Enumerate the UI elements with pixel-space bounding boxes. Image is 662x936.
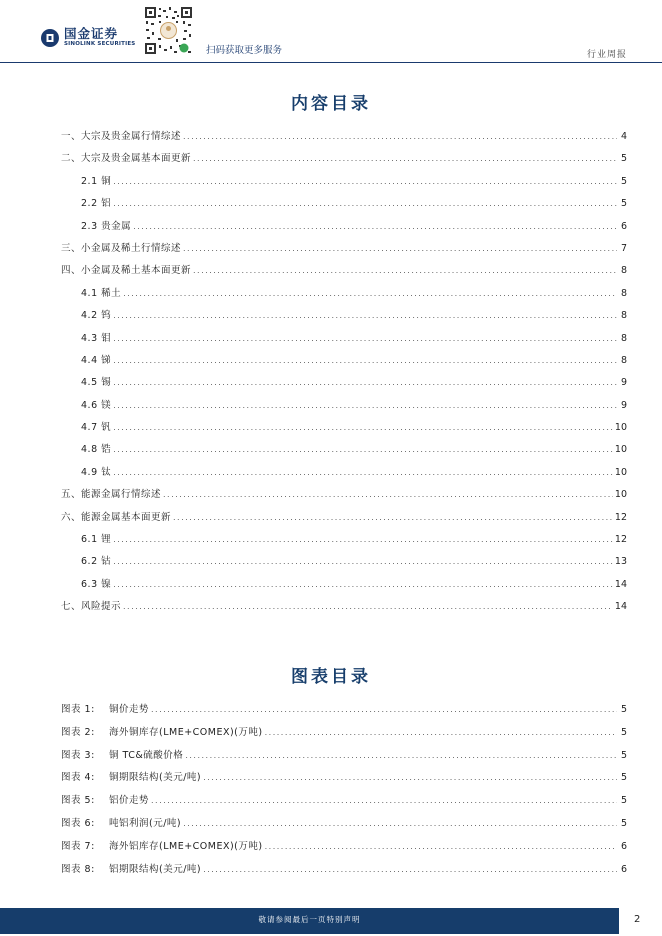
figure-label: 铜 TC&硫酸价格 (109, 749, 184, 761)
leader-dots (265, 842, 617, 851)
leader-dots (113, 580, 613, 589)
figure-number: 图表 8: (61, 863, 95, 875)
figure-number: 图表 2: (61, 726, 95, 738)
qr-code-icon[interactable] (143, 5, 194, 56)
figure-entry[interactable] (61, 747, 627, 770)
toc-entry-page: 8 (620, 332, 627, 344)
figure-page: 5 (620, 817, 627, 829)
leader-dots (185, 751, 617, 760)
figure-label: 铝期限结构(美元/吨) (109, 863, 202, 875)
toc-entry[interactable] (61, 262, 627, 284)
toc-subentry[interactable] (61, 374, 627, 396)
toc-entry-label: 六、能源金属基本面更新 (61, 511, 172, 523)
toc-entry-page: 10 (614, 466, 627, 478)
toc-entry-page: 10 (614, 422, 627, 434)
leader-dots (113, 423, 613, 432)
toc-subentry[interactable] (61, 330, 627, 352)
leader-dots (133, 222, 617, 231)
toc-entry-page: 8 (620, 310, 627, 322)
footer-disclaimer: 敬请参阅最后一页特别声明 (258, 915, 361, 924)
toc-entry-label: 4.8 锆 (81, 444, 112, 456)
leader-dots (151, 705, 617, 714)
figure-page: 5 (620, 726, 627, 738)
leader-dots (113, 356, 617, 365)
figure-label: 海外铝库存(LME+COMEX)(万吨) (109, 840, 263, 852)
leader-dots (151, 796, 617, 805)
leader-dots (183, 819, 617, 828)
toc-entry-label: 6.3 镍 (81, 578, 112, 590)
figure-entry[interactable] (61, 861, 627, 884)
toc-subentry[interactable] (61, 218, 627, 240)
toc-entry[interactable] (61, 509, 627, 531)
figure-number: 图表 4: (61, 772, 95, 784)
figure-page: 5 (620, 772, 627, 784)
toc-entry-page: 8 (620, 265, 627, 277)
toc-entry-page: 9 (620, 399, 627, 411)
toc-entry[interactable] (61, 598, 627, 620)
toc-entry-page: 5 (620, 198, 627, 210)
toc-entry-page: 9 (620, 377, 627, 389)
company-logo (40, 27, 135, 48)
figure-number: 图表 1: (61, 704, 95, 715)
toc-subentry[interactable] (61, 307, 627, 329)
toc-entry-page: 8 (620, 354, 627, 366)
table-of-contents (61, 128, 627, 621)
figure-number: 图表 7: (61, 840, 95, 852)
page-number: 2 (634, 914, 641, 925)
figure-label: 铜价走势 (109, 704, 150, 715)
toc-entry[interactable] (61, 240, 627, 262)
figure-page: 6 (620, 863, 627, 875)
toc-subentry[interactable] (61, 419, 627, 441)
toc-entry[interactable] (61, 128, 627, 150)
toc-entry-page: 5 (620, 175, 627, 187)
figure-number: 图表 3: (61, 749, 95, 761)
toc-subentry[interactable] (61, 464, 627, 486)
leader-dots (203, 865, 617, 874)
sinolink-logo-icon (40, 28, 60, 48)
toc-entry-page: 14 (614, 601, 627, 613)
toc-entry-page: 7 (620, 242, 627, 254)
toc-title: 内容目录 (291, 94, 371, 114)
figure-label: 吨铝利润(元/吨) (109, 817, 182, 829)
toc-entry-label: 2.2 铝 (81, 198, 112, 210)
toc-entry-label: 6.2 钴 (81, 556, 112, 568)
logo-name-cn: 国金证券 (64, 26, 119, 41)
leader-dots (113, 378, 617, 387)
leader-dots (183, 244, 617, 253)
toc-entry-label: 2.1 铜 (81, 175, 112, 187)
figures-title: 图表目录 (291, 667, 371, 687)
leader-dots (113, 311, 617, 320)
toc-entry-page: 8 (620, 287, 627, 299)
figure-page: 5 (620, 795, 627, 807)
figure-number: 图表 6: (61, 817, 95, 829)
page-header (0, 0, 662, 62)
figure-page: 5 (620, 704, 627, 715)
figure-page: 5 (620, 749, 627, 761)
report-type-label: 行业周报 (586, 50, 627, 60)
toc-subentry[interactable] (61, 531, 627, 553)
leader-dots (193, 154, 617, 163)
figure-entry[interactable] (61, 815, 627, 838)
figure-label: 铜期限结构(美元/吨) (109, 772, 202, 784)
toc-entry-label: 一、大宗及贵金属行情综述 (61, 131, 182, 142)
leader-dots (173, 513, 613, 522)
figure-page: 6 (620, 840, 627, 852)
toc-entry-page: 10 (614, 444, 627, 456)
figure-entry[interactable] (61, 792, 627, 815)
leader-dots (113, 468, 613, 477)
toc-entry-page: 4 (620, 131, 627, 142)
toc-entry-label: 四、小金属及稀土基本面更新 (61, 265, 192, 277)
toc-subentry[interactable] (61, 285, 627, 307)
toc-entry[interactable] (61, 486, 627, 508)
toc-entry-page: 5 (620, 153, 627, 165)
toc-entry[interactable] (61, 150, 627, 172)
figure-label: 海外铜库存(LME+COMEX)(万吨) (109, 726, 263, 738)
toc-entry-label: 二、大宗及贵金属基本面更新 (61, 153, 192, 165)
leader-dots (113, 535, 613, 544)
leader-dots (123, 289, 617, 298)
leader-dots (113, 445, 613, 454)
toc-entry-label: 五、能源金属行情综述 (61, 489, 162, 501)
toc-entry-label: 4.9 钛 (81, 466, 112, 478)
toc-entry-label: 七、风险提示 (61, 601, 122, 613)
toc-entry-page: 14 (614, 578, 627, 590)
toc-entry-page: 12 (614, 511, 627, 523)
toc-entry-label: 4.6 镁 (81, 399, 112, 411)
toc-entry-label: 4.2 钨 (81, 310, 112, 322)
toc-subentry[interactable] (61, 441, 627, 463)
toc-entry-label: 4.4 锑 (81, 354, 112, 366)
figure-entry[interactable] (61, 724, 627, 747)
figure-entry[interactable] (61, 769, 627, 792)
toc-entry-label: 4.1 稀土 (81, 287, 122, 299)
toc-subentry[interactable] (61, 553, 627, 575)
leader-dots (113, 177, 617, 186)
toc-entry-label: 6.1 锂 (81, 534, 112, 546)
leader-dots (113, 401, 617, 410)
toc-entry-label: 2.3 贵金属 (81, 220, 132, 232)
leader-dots (265, 728, 617, 737)
toc-subentry[interactable] (61, 397, 627, 419)
leader-dots (123, 602, 613, 611)
figure-label: 铝价走势 (109, 795, 150, 807)
toc-entry-page: 13 (614, 556, 627, 568)
logo-name-en: SINOLINK SECURITIES (64, 41, 136, 47)
toc-entry-label: 4.7 钒 (81, 422, 112, 434)
toc-entry-page: 12 (614, 534, 627, 546)
toc-subentry[interactable] (61, 352, 627, 374)
toc-entry-page: 6 (620, 220, 627, 232)
header-divider (0, 62, 662, 63)
scan-for-service-text: 扫码获取更多服务 (206, 45, 283, 56)
leader-dots (163, 490, 613, 499)
toc-entry-label: 4.3 钼 (81, 332, 112, 344)
leader-dots (203, 773, 617, 782)
leader-dots (113, 199, 617, 208)
figure-number: 图表 5: (61, 795, 95, 807)
leader-dots (113, 334, 617, 343)
toc-entry-label: 4.5 锡 (81, 377, 112, 389)
leader-dots (183, 132, 617, 141)
figure-entry[interactable] (61, 701, 627, 724)
toc-entry-page: 10 (614, 489, 627, 501)
leader-dots (113, 557, 613, 566)
figure-entry[interactable] (61, 838, 627, 861)
leader-dots (193, 266, 617, 275)
toc-subentry[interactable] (61, 576, 627, 598)
list-of-figures (61, 701, 627, 883)
toc-subentry[interactable] (61, 173, 627, 195)
toc-subentry[interactable] (61, 195, 627, 217)
toc-entry-label: 三、小金属及稀土行情综述 (61, 242, 182, 254)
